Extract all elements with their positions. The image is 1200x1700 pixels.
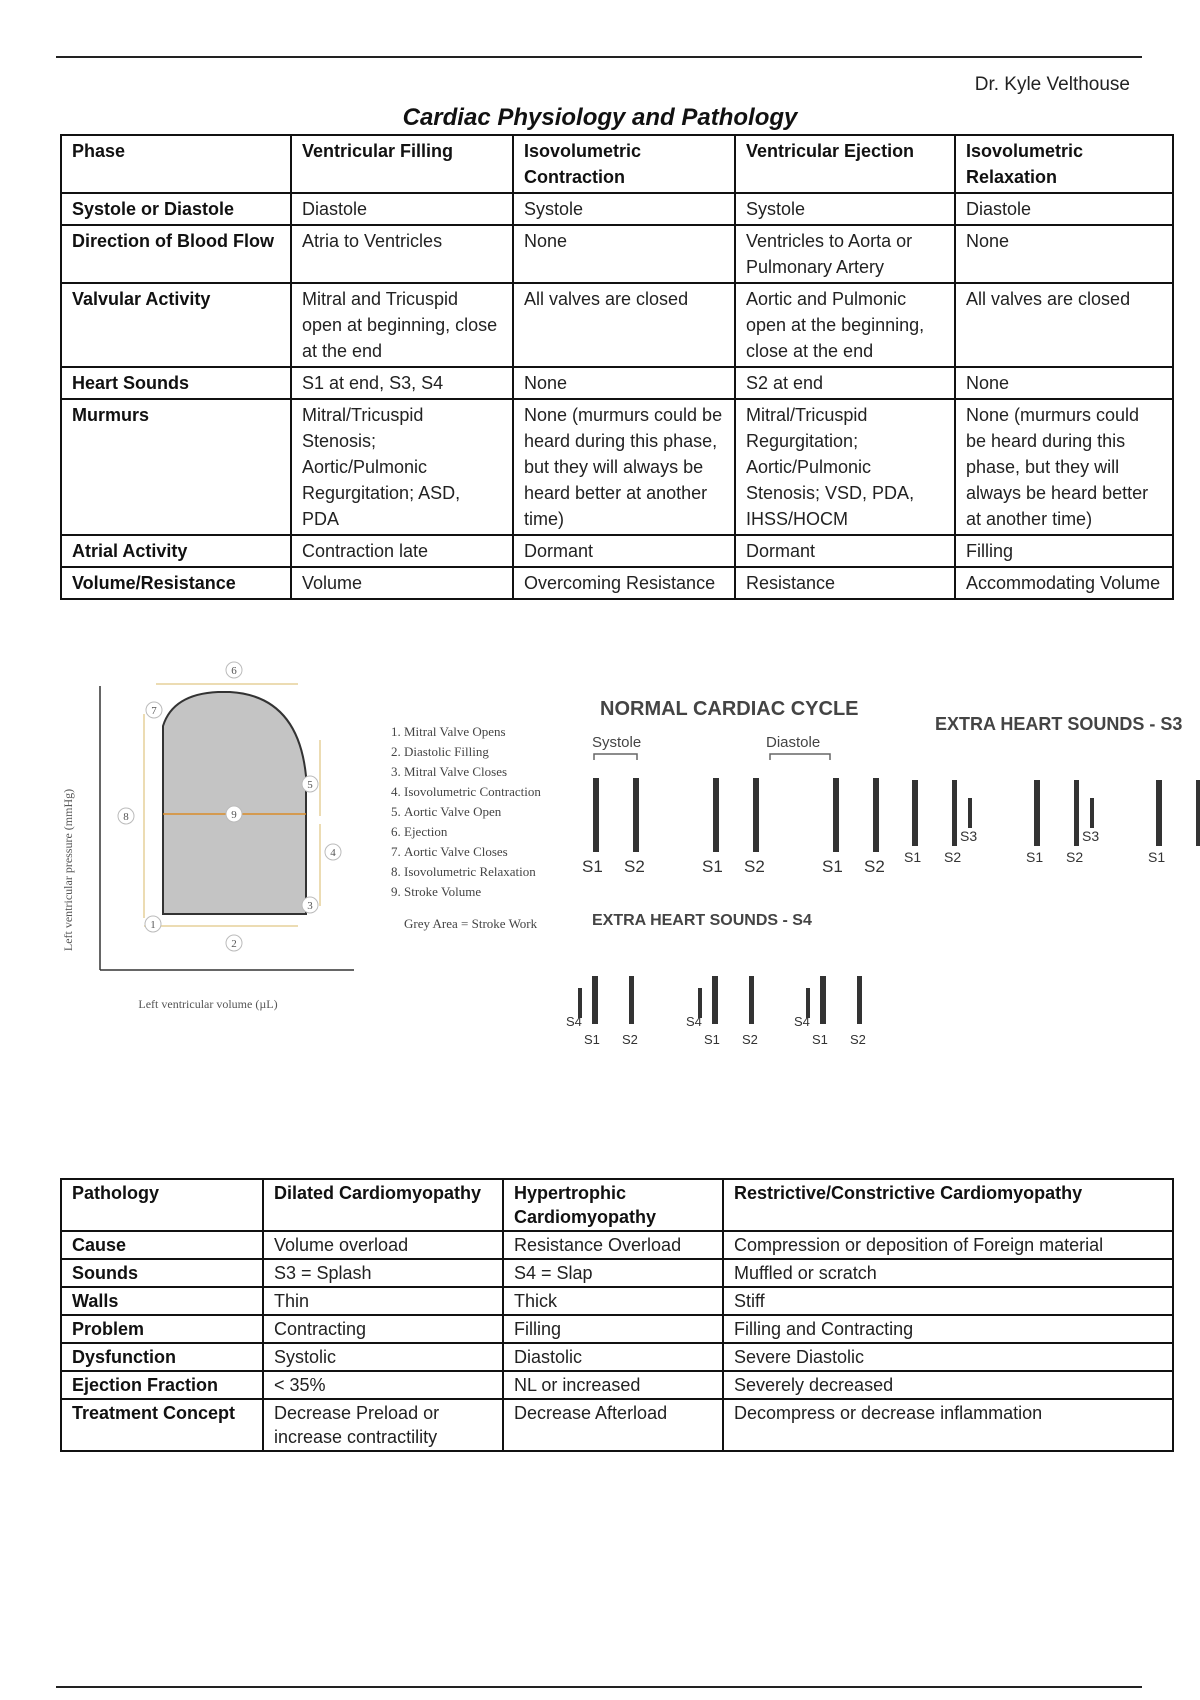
s2-bar	[1196, 780, 1200, 846]
stroke-work-area	[163, 692, 306, 914]
table-row	[61, 1287, 1173, 1315]
table-cell: None	[513, 367, 735, 399]
phase-brackets	[594, 754, 830, 760]
table-cell: Resistance	[735, 567, 955, 599]
table-row	[61, 1399, 1173, 1451]
marker-label: 9	[231, 809, 237, 821]
table-cell: Severely decreased	[723, 1371, 1173, 1399]
legend-item: 7. Aortic Valve Closes	[404, 842, 570, 862]
s4-label: S4	[686, 1014, 702, 1029]
row-label: Volume/Resistance	[61, 567, 291, 599]
table-cell: Decrease Preload or increase contractility	[263, 1399, 503, 1451]
row-label: Sounds	[61, 1259, 263, 1287]
marker-label: 5	[307, 779, 313, 791]
table-cell: All valves are closed	[955, 283, 1173, 367]
table-cell: Accommodating Volume	[955, 567, 1173, 599]
s2-bar	[749, 976, 754, 1024]
legend-item: 4. Isovolumetric Contraction	[404, 782, 570, 802]
legend-item: 2. Diastolic Filling	[404, 742, 570, 762]
s1-label: S1	[812, 1032, 828, 1047]
normal-cycle-bars	[593, 778, 879, 852]
table-cell: NL or increased	[503, 1371, 723, 1399]
table-cell: Thick	[503, 1287, 723, 1315]
marker-label: 1	[150, 919, 156, 931]
table-cell: < 35%	[263, 1371, 503, 1399]
table-cell: Volume	[291, 567, 513, 599]
table-cell: Resistance Overload	[503, 1231, 723, 1259]
row-label: Systole or Diastole	[61, 193, 291, 225]
table-row	[61, 1371, 1173, 1399]
table-cell: Decrease Afterload	[503, 1399, 723, 1451]
header-cell: Ventricular Filling	[291, 135, 513, 193]
s1-bar	[1156, 780, 1162, 846]
x-axis-label: Left ventricular volume (µL)	[138, 997, 278, 1011]
s1-label: S1	[704, 1032, 720, 1047]
table-cell: Mitral and Tricuspid open at beginning, close at the end	[291, 283, 513, 367]
s4-label: S4	[794, 1014, 810, 1029]
header-cell: Restrictive/Constrictive Cardiomyopathy	[723, 1179, 1173, 1231]
s4-title: EXTRA HEART SOUNDS - S4	[592, 912, 812, 929]
marker-label: 4	[330, 847, 336, 859]
s1-bar	[592, 976, 598, 1024]
header-cell: Ventricular Ejection	[735, 135, 955, 193]
s1-label: S1	[1148, 849, 1166, 865]
s2-label: S2	[624, 857, 645, 876]
table-cell: S2 at end	[735, 367, 955, 399]
table-row	[61, 193, 1173, 225]
s1-bar	[712, 976, 718, 1024]
s3-title: EXTRA HEART SOUNDS - S3	[935, 714, 1183, 734]
table-cell: Ventricles to Aorta or Pulmonary Artery	[735, 225, 955, 283]
row-label: Ejection Fraction	[61, 1371, 263, 1399]
heart-sounds-diagram	[560, 680, 1200, 1060]
s2-bar	[633, 778, 639, 852]
s3-bar	[968, 798, 972, 828]
row-label: Atrial Activity	[61, 535, 291, 567]
s4-cycle-bars	[578, 976, 862, 1024]
s2-bar	[629, 976, 634, 1024]
header-cell: Hypertrophic Cardiomyopathy	[503, 1179, 723, 1231]
table-cell: Compression or deposition of Foreign material	[723, 1231, 1173, 1259]
row-label: Dysfunction	[61, 1343, 263, 1371]
author-name: Dr. Kyle Velthouse	[974, 74, 1130, 95]
table-header-row	[61, 1179, 1173, 1231]
s1-label: S1	[904, 849, 922, 865]
diastole-label: Diastole	[766, 734, 821, 751]
header-cell: Dilated Cardiomyopathy	[263, 1179, 503, 1231]
table-row	[61, 1259, 1173, 1287]
top-rule	[56, 56, 1142, 58]
header-cell: Pathology	[61, 1179, 263, 1231]
legend-item: 8. Isovolumetric Relaxation	[404, 862, 570, 882]
table-cell: Diastole	[291, 193, 513, 225]
s3-bar	[1090, 798, 1094, 828]
s1-bar	[912, 780, 918, 846]
table-cell: Muffled or scratch	[723, 1259, 1173, 1287]
table-cell: None	[955, 367, 1173, 399]
table-row	[61, 535, 1173, 567]
s1-label: S1	[582, 857, 603, 876]
table-cell: Systole	[513, 193, 735, 225]
s1-bar	[1034, 780, 1040, 846]
s2-bar	[1074, 780, 1079, 846]
legend-item: 1. Mitral Valve Opens	[404, 722, 570, 742]
table-cell: Severe Diastolic	[723, 1343, 1173, 1371]
table-row	[61, 367, 1173, 399]
bottom-rule	[56, 1686, 1142, 1688]
table-cell: Dormant	[735, 535, 955, 567]
table-cell: Stiff	[723, 1287, 1173, 1315]
s2-label: S2	[850, 1032, 866, 1047]
s2-bar	[873, 778, 879, 852]
systole-label: Systole	[592, 734, 642, 751]
table-cell: Thin	[263, 1287, 503, 1315]
legend-item: 5. Aortic Valve Open	[404, 802, 570, 822]
s1-bar	[713, 778, 719, 852]
table-cell: All valves are closed	[513, 283, 735, 367]
marker-label: 6	[231, 665, 237, 677]
table-row	[61, 1231, 1173, 1259]
s3-label: S3	[960, 828, 978, 844]
table-cell: None	[513, 225, 735, 283]
table-cell: None (murmurs could be heard during this phase, but they will always be heard better at another time)	[955, 399, 1173, 535]
s2-bar	[857, 976, 862, 1024]
header-cell: Phase	[61, 135, 291, 193]
table-cell: Dormant	[513, 535, 735, 567]
table-cell: S1 at end, S3, S4	[291, 367, 513, 399]
legend-item: 9. Stroke Volume	[404, 882, 570, 902]
row-label: Valvular Activity	[61, 283, 291, 367]
cardiomyopathy-table	[60, 1178, 1174, 1452]
table-cell: Aortic and Pulmonic open at the beginning, close at the end	[735, 283, 955, 367]
page-title: Cardiac Physiology and Pathology	[402, 104, 798, 131]
s2-label: S2	[1066, 849, 1084, 865]
s3-cycle-bars	[912, 780, 1200, 846]
table-row	[61, 225, 1173, 283]
normal-cycle-title: NORMAL CARDIAC CYCLE	[600, 698, 859, 720]
table-row	[61, 567, 1173, 599]
table-row	[61, 1315, 1173, 1343]
row-label: Murmurs	[61, 399, 291, 535]
table-cell: Systole	[735, 193, 955, 225]
row-label: Direction of Blood Flow	[61, 225, 291, 283]
header-cell: Isovolumetric Relaxation	[955, 135, 1173, 193]
table-cell: S3 = Splash	[263, 1259, 503, 1287]
table-cell: Diastolic	[503, 1343, 723, 1371]
s1-label: S1	[822, 857, 843, 876]
row-label: Heart Sounds	[61, 367, 291, 399]
normal-cycle-labels	[582, 857, 885, 876]
table-header-row	[61, 135, 1173, 193]
pv-loop-legend	[370, 722, 570, 932]
s2-label: S2	[622, 1032, 638, 1047]
pressure-volume-loop	[58, 656, 378, 1016]
table-cell: Filling	[503, 1315, 723, 1343]
cardiac-phase-table	[60, 134, 1174, 600]
marker-label: 7	[151, 705, 157, 717]
legend-item: 6. Ejection	[404, 822, 570, 842]
table-cell: Mitral/Tricuspid Stenosis; Aortic/Pulmonic Regurgitation; ASD, PDA	[291, 399, 513, 535]
row-label: Treatment Concept	[61, 1399, 263, 1451]
s2-bar	[753, 778, 759, 852]
s1-bar	[833, 778, 839, 852]
table-cell: Atria to Ventricles	[291, 225, 513, 283]
marker-label: 8	[123, 811, 129, 823]
table-row	[61, 283, 1173, 367]
table-cell: None (murmurs could be heard during this phase, but they will always be heard better at another time)	[513, 399, 735, 535]
row-label: Cause	[61, 1231, 263, 1259]
table-row	[61, 399, 1173, 535]
table-cell: Diastole	[955, 193, 1173, 225]
s2-bar	[952, 780, 957, 846]
table-cell: Filling and Contracting	[723, 1315, 1173, 1343]
marker-label: 3	[307, 900, 313, 912]
s2-label: S2	[742, 1032, 758, 1047]
s4-label: S4	[566, 1014, 582, 1029]
s1-bar	[593, 778, 599, 852]
table-row	[61, 1343, 1173, 1371]
table-cell: S4 = Slap	[503, 1259, 723, 1287]
s1-label: S1	[1026, 849, 1044, 865]
table-cell: None	[955, 225, 1173, 283]
table-cell: Contraction late	[291, 535, 513, 567]
marker-label: 2	[231, 938, 237, 950]
s1-bar	[820, 976, 826, 1024]
s2-label: S2	[944, 849, 962, 865]
s1-label: S1	[702, 857, 723, 876]
row-label: Walls	[61, 1287, 263, 1315]
s2-label: S2	[744, 857, 765, 876]
table-cell: Mitral/Tricuspid Regurgitation; Aortic/Pulmonic Stenosis; VSD, PDA, IHSS/HOCM	[735, 399, 955, 535]
stroke-work-note: Grey Area = Stroke Work	[404, 916, 538, 931]
s2-label: S2	[864, 857, 885, 876]
table-cell: Systolic	[263, 1343, 503, 1371]
table-cell: Decompress or decrease inflammation	[723, 1399, 1173, 1451]
table-cell: Overcoming Resistance	[513, 567, 735, 599]
table-cell: Contracting	[263, 1315, 503, 1343]
s3-label: S3	[1082, 828, 1100, 844]
s1-label: S1	[584, 1032, 600, 1047]
table-cell: Filling	[955, 535, 1173, 567]
header-cell: Isovolumetric Contraction	[513, 135, 735, 193]
row-label: Problem	[61, 1315, 263, 1343]
legend-item: 3. Mitral Valve Closes	[404, 762, 570, 782]
y-axis-label: Left ventricular pressure (mmHg)	[61, 788, 75, 952]
table-cell: Volume overload	[263, 1231, 503, 1259]
